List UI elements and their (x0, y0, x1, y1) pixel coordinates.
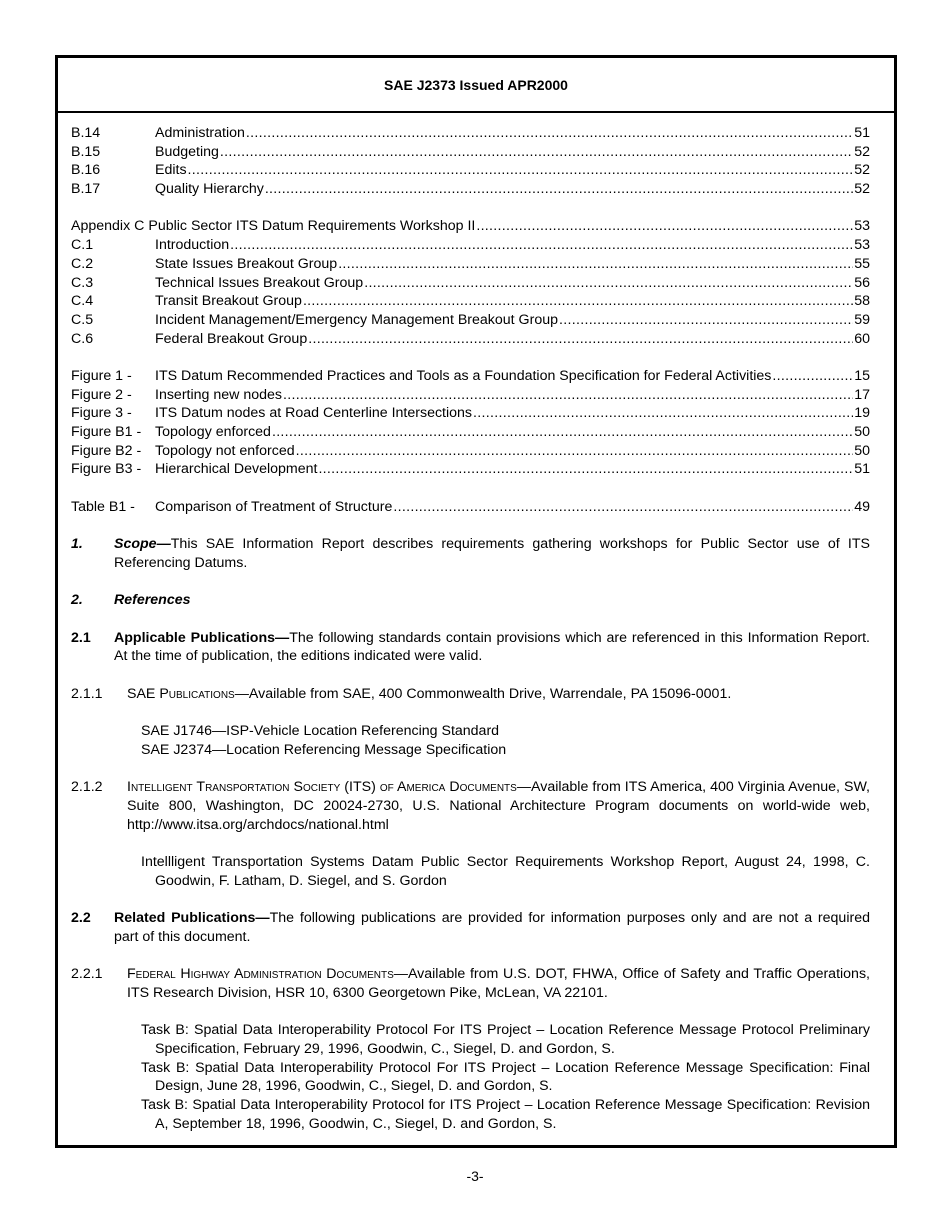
toc-page: 15 (854, 367, 870, 384)
section-number: 2.2.1 (71, 966, 103, 983)
toc-title: Introduction (155, 237, 230, 254)
toc-title: Comparison of Treatment of Structure (155, 498, 393, 515)
reference-item: SAE J1746—ISP-Vehicle Location Referencing Standard (141, 723, 500, 740)
toc-number: C.5 (71, 311, 94, 328)
toc-title: Hierarchical Development (155, 461, 318, 478)
toc-title: ITS Datum Recommended Practices and Tools as a Foundation Specification for Federal Activities (155, 367, 772, 384)
toc-page: 53 (854, 237, 870, 254)
section-heading: Intelligent Transportation Society (ITS) of America Documents (127, 779, 517, 796)
toc-leader (318, 460, 853, 479)
toc-title: Public Sector ITS Datum Requirements Workshop II (148, 218, 476, 235)
section-heading: Federal Highway Administration Documents (127, 966, 394, 983)
toc-title: Quality Hierarchy (155, 181, 264, 198)
toc-entry[interactable] (71, 386, 870, 405)
section-its-america-documents (71, 778, 870, 834)
toc-number: C.3 (71, 274, 94, 291)
toc-page: 52 (854, 181, 870, 198)
section-heading: Scope— (114, 536, 171, 553)
toc-entry[interactable] (71, 442, 870, 461)
toc-entry[interactable] (71, 180, 870, 199)
toc-title: State Issues Breakout Group (155, 255, 338, 272)
section-heading: References (114, 592, 191, 609)
toc-number: Figure 3 - (71, 405, 132, 422)
toc-entry[interactable] (71, 311, 870, 330)
page-content (58, 113, 894, 1133)
toc-page: 58 (854, 293, 870, 310)
toc-entry[interactable] (71, 161, 870, 180)
toc-entry[interactable] (71, 423, 870, 442)
toc-entry[interactable] (71, 274, 870, 293)
reference-item: SAE J2374—Location Referencing Message Specification (141, 741, 507, 758)
toc-number: Figure B1 - (71, 424, 142, 440)
toc-number: B.15 (71, 143, 101, 160)
toc-appendix-c (71, 217, 870, 348)
section-fhwa-documents (71, 965, 870, 1002)
toc-entry[interactable] (71, 217, 870, 236)
document-title: SAE J2373 Issued APR2000 (384, 76, 568, 93)
toc-leader (272, 423, 853, 442)
reference-item: Task B: Spatial Data Interoperability Protocol For ITS Project – Location Reference Message Protocol Preliminary Specification, February 29, 1996, Goodwin, C., Siegel, D. and Gordon, S. (141, 1022, 870, 1057)
toc-page: 19 (854, 405, 870, 422)
toc-leader (364, 274, 853, 293)
toc-appendix-b (71, 124, 870, 199)
toc-leader (283, 386, 853, 405)
toc-entry[interactable] (71, 292, 870, 311)
toc-leader (303, 292, 853, 311)
toc-entry[interactable] (71, 460, 870, 479)
section-number: 1. (71, 536, 83, 553)
toc-title: Transit Breakout Group (155, 293, 302, 310)
section-number: 2.1 (71, 629, 91, 646)
toc-title: Incident Management/Emergency Management Breakout Group (155, 311, 558, 328)
section-text: The following publications are provided for information purposes only and are not a required part of this document. (114, 910, 870, 945)
toc-number: Table B1 - (71, 498, 135, 515)
section-number: 2.1.1 (71, 685, 103, 702)
page-number: -3- (466, 1168, 484, 1184)
reference-item: Task B: Spatial Data Interoperability Protocol for ITS Project – Location Reference Message Specification: Revision A, September 18, 1996, Goodwin, C., Siegel, D. and Gordon, S. (141, 1097, 870, 1132)
toc-title: Federal Breakout Group (155, 330, 308, 347)
section-heading: Applicable Publications— (114, 629, 290, 646)
toc-leader (473, 404, 853, 423)
toc-title: Budgeting (155, 143, 219, 160)
toc-number: Appendix C (71, 218, 145, 235)
toc-title: Topology enforced (155, 424, 271, 440)
document-header (58, 58, 894, 113)
toc-leader (188, 161, 854, 180)
toc-page: 60 (854, 330, 870, 347)
toc-page: 50 (854, 424, 870, 440)
toc-leader (265, 180, 853, 199)
toc-entry[interactable] (71, 404, 870, 423)
reference-item: Task B: Spatial Data Interoperability Protocol For ITS Project – Location Reference Message Specification: Final Design, June 28, 1996, Goodwin, C., Siegel, D. and Gordon, S. (141, 1059, 870, 1095)
toc-number: Figure 2 - (71, 386, 132, 403)
section-applicable-publications (71, 629, 870, 666)
section-text: —Available from U.S. DOT, FHWA, Office of Safety and Traffic Operations, ITS Research Division, HSR 10, 6300 Georgetown Pike, McLean, VA 22101. (127, 966, 870, 1001)
toc-entry[interactable] (71, 367, 870, 386)
toc-page: 52 (854, 143, 870, 160)
section-related-publications (71, 909, 870, 946)
toc-page: 52 (854, 162, 870, 179)
toc-page: 51 (854, 125, 870, 141)
section-text: —Available from ITS America, 400 Virginia Avenue, SW, Suite 800, Washington, DC 20024-2730, U.S. National Architecture Program documents on world-wide web, http://www.itsa.org/archdocs/national.html (127, 779, 870, 833)
toc-leader (338, 255, 853, 274)
toc-number: Figure B3 - (71, 461, 142, 478)
section-text: —Available from SAE, 400 Commonwealth Drive, Warrendale, PA 15096-0001. (234, 685, 732, 702)
toc-title: Inserting new nodes (155, 386, 282, 403)
toc-title: Edits (155, 162, 187, 179)
toc-leader (246, 124, 853, 143)
toc-number: Figure 1 - (71, 367, 132, 384)
section-scope (71, 535, 870, 572)
section-heading: Related Publications— (114, 910, 270, 927)
toc-leader (559, 311, 853, 330)
toc-page: 17 (854, 386, 870, 403)
section-text: This SAE Information Report describes requirements gathering workshops for Public Sector use of ITS Referencing Datums. (114, 536, 870, 571)
section-number: 2. (71, 592, 83, 609)
reference-item: Intellligent Transportation Systems Datam Public Sector Requirements Workshop Report, August 24, 1998, C. Goodwin, F. Latham, D. Siegel, and S. Gordon (141, 853, 870, 889)
toc-title: ITS Datum nodes at Road Centerline Intersections (155, 405, 473, 422)
toc-entry[interactable] (71, 498, 870, 517)
toc-number: C.2 (71, 255, 94, 272)
toc-entry[interactable] (71, 236, 870, 255)
toc-title: Topology not enforced (155, 442, 295, 459)
toc-leader (393, 498, 853, 517)
toc-number: C.1 (71, 237, 94, 254)
toc-number: Figure B2 - (71, 442, 142, 459)
section-number: 2.1.2 (71, 779, 103, 796)
toc-entry[interactable] (71, 255, 870, 274)
toc-number: C.4 (71, 293, 94, 310)
toc-page: 53 (854, 218, 870, 235)
toc-entry[interactable] (71, 124, 870, 143)
toc-entry[interactable] (71, 330, 870, 349)
toc-number: B.16 (71, 162, 101, 179)
section-heading: SAE Publications (127, 685, 235, 702)
section-sae-publications (71, 685, 870, 704)
toc-page: 49 (854, 498, 870, 515)
toc-number: B.14 (71, 125, 101, 141)
toc-leader (772, 367, 853, 386)
section-number: 2.2 (71, 910, 91, 927)
page-frame (55, 55, 897, 1148)
toc-page: 56 (854, 274, 870, 291)
toc-page: 51 (854, 461, 870, 478)
toc-title: Technical Issues Breakout Group (155, 274, 364, 291)
toc-title: Administration (155, 125, 245, 141)
toc-leader (220, 143, 853, 162)
toc-page: 59 (854, 311, 870, 328)
toc-figures (71, 367, 870, 479)
section-references (71, 591, 870, 610)
toc-page: 50 (854, 442, 870, 459)
toc-leader (308, 330, 853, 349)
toc-tables (71, 498, 870, 517)
section-text: The following standards contain provisions which are referenced in this Information Report. At the time of publication, the editions indicated were valid. (114, 629, 870, 665)
toc-leader (230, 236, 853, 255)
toc-number: B.17 (71, 181, 101, 198)
toc-number: C.6 (71, 330, 94, 347)
toc-page: 55 (854, 255, 870, 272)
toc-leader (296, 442, 854, 461)
toc-entry[interactable] (71, 143, 870, 162)
toc-leader (476, 217, 853, 236)
